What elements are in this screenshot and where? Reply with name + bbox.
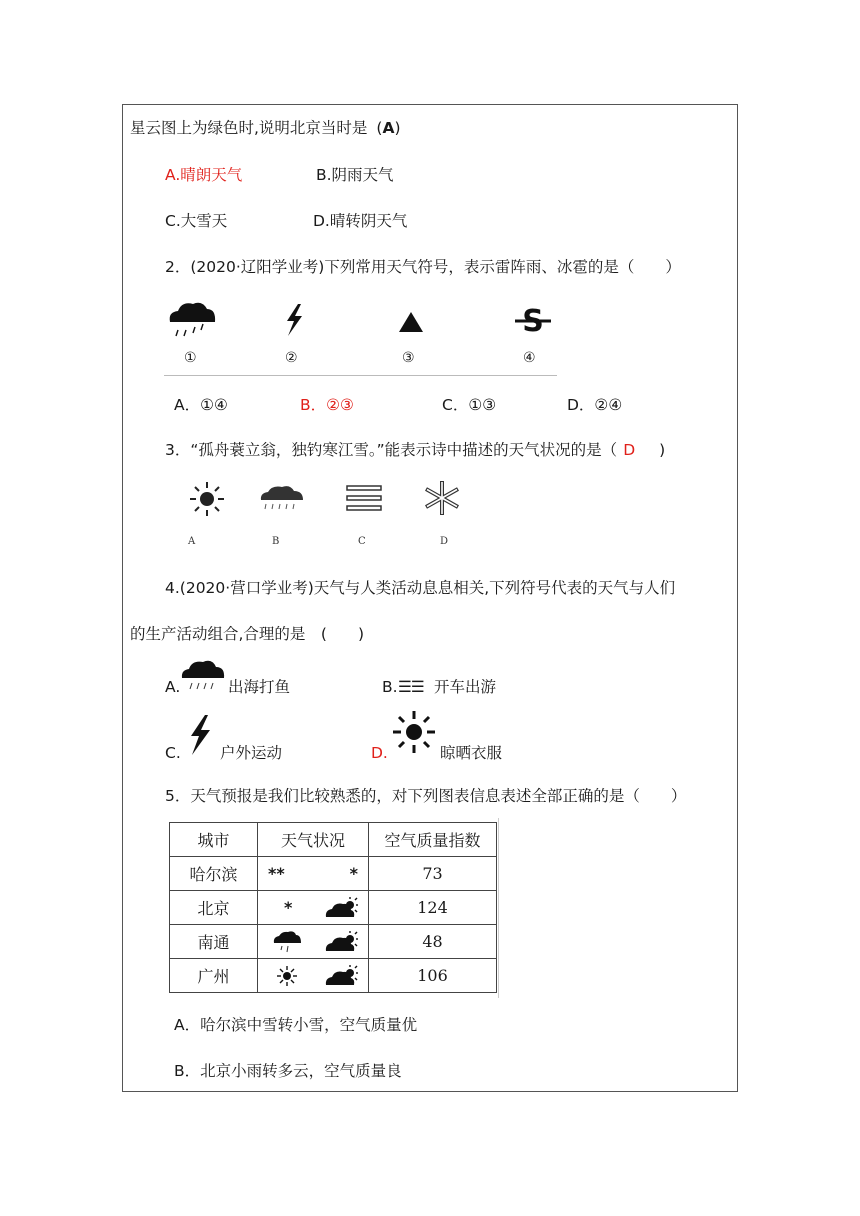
q4-option-b-text: 开车出游	[434, 678, 497, 696]
rain-cloud-icon	[272, 930, 302, 954]
snow-light-symbol: *	[284, 898, 293, 917]
q1-option-b: B.阴雨天气	[316, 166, 394, 184]
table-header-row	[170, 823, 497, 857]
table-cell-aqi: 48	[369, 925, 497, 959]
table-cell-aqi: 124	[369, 891, 497, 925]
snow-light-symbol: *	[349, 864, 358, 883]
lightning-icon	[282, 303, 306, 337]
fog-lines-icon: ☰☰	[398, 678, 424, 696]
q1-option-d: D.晴转阴天气	[313, 212, 408, 230]
sun-icon	[187, 480, 227, 518]
q2-symbol-label-3: ③	[402, 350, 415, 366]
partly-cloudy-icon	[324, 931, 358, 953]
q4-option-c-letter: C.	[165, 744, 181, 762]
q4-option-d-letter: D.	[371, 744, 388, 762]
svg-text:S: S	[522, 304, 544, 337]
table-row	[170, 959, 497, 993]
q4-stem-line1: 4.(2020·营口学业考)天气与人类活动息息相关,下列符号代表的天气与人们	[165, 579, 676, 597]
fog-lines-icon	[345, 483, 383, 513]
partly-cloudy-icon	[324, 965, 358, 987]
q3-symbol-label-b: B	[272, 536, 280, 547]
rain-cloud-icon	[180, 656, 226, 692]
snow-heavy-symbol: **	[268, 864, 285, 883]
table-row	[170, 857, 497, 891]
q3-stem	[165, 440, 665, 460]
q5-option-a: A．哈尔滨中雪转小雪，空气质量优	[174, 1016, 418, 1034]
q2-option-a: A．①④	[174, 396, 228, 414]
table-cell-weather	[258, 959, 369, 993]
q4-option-d-text: 晾晒衣服	[440, 744, 503, 762]
q4-option-a-letter: A.	[165, 678, 181, 696]
q2-symbol-label-1: ①	[184, 350, 197, 366]
q1-paren-close: )	[394, 119, 401, 137]
q1-answer: A	[382, 119, 395, 137]
table-cell-weather	[258, 925, 369, 959]
q3-answer: D	[623, 441, 636, 459]
table-cell-weather	[258, 857, 369, 891]
q3-paren-close: )	[659, 441, 666, 459]
lightning-icon	[186, 714, 214, 756]
q5-option-b: B．北京小雨转多云，空气质量良	[174, 1062, 402, 1080]
q5-stem: 5．天气预报是我们比较熟悉的，对下列图表信息表述全部正确的是（ ）	[165, 787, 687, 805]
triangle-icon	[398, 311, 424, 333]
q2-symbol-label-2: ②	[285, 350, 298, 366]
partly-cloudy-icon	[324, 897, 358, 919]
rain-cloud-icon	[166, 298, 218, 342]
table-row	[170, 891, 497, 925]
s-strike-icon	[513, 303, 553, 337]
table-edge-line	[498, 818, 499, 998]
table-cell-city: 北京	[170, 891, 258, 925]
weather-table	[169, 822, 497, 993]
q1-option-c: C.大雪天	[165, 212, 228, 230]
q3-symbol-label-d: D	[440, 536, 449, 547]
table-header-city: 城市	[170, 823, 258, 857]
q2-option-d: D．②④	[567, 396, 623, 414]
table-header-weather: 天气状况	[258, 823, 369, 857]
table-cell-aqi: 106	[369, 959, 497, 993]
q3-symbol-label-c: C	[358, 536, 366, 547]
sun-icon	[276, 965, 298, 987]
q4-option-b-letter: B.	[382, 678, 398, 696]
table-header-aqi: 空气质量指数	[369, 823, 497, 857]
q4-option-c-text: 户外运动	[220, 744, 283, 762]
sun-icon	[391, 709, 437, 755]
q4-stem-line2: 的生产活动组合,合理的是 ( )	[130, 625, 365, 643]
table-cell-aqi: 73	[369, 857, 497, 891]
q2-symbol-label-4: ④	[523, 350, 536, 366]
rain-cloud-icon	[258, 484, 306, 512]
table-cell-city: 哈尔滨	[170, 857, 258, 891]
q1-option-a: A.晴朗天气	[165, 166, 243, 184]
q3-symbol-label-a: A	[188, 536, 196, 547]
table-cell-weather	[258, 891, 369, 925]
snowflake-icon	[421, 478, 463, 518]
q2-option-b: B．②③	[300, 396, 354, 414]
q1-stem	[130, 118, 401, 138]
q4-option-a-text: 出海打鱼	[228, 678, 291, 696]
divider-line	[164, 375, 557, 376]
q1-paren-open: (	[376, 119, 383, 137]
q2-option-c: C．①③	[442, 396, 497, 414]
q3-stem-text: 3．“孤舟蓑立翁，独钓寒江雪。”能表示诗中描述的天气状况的是（	[165, 441, 618, 459]
q2-stem: 2．(2020·辽阳学业考)下列常用天气符号，表示雷阵雨、冰雹的是（ ）	[165, 258, 681, 276]
table-row	[170, 925, 497, 959]
q1-stem-text: 星云图上为绿色时,说明北京当时是	[130, 119, 368, 137]
table-cell-city: 南通	[170, 925, 258, 959]
table-cell-city: 广州	[170, 959, 258, 993]
